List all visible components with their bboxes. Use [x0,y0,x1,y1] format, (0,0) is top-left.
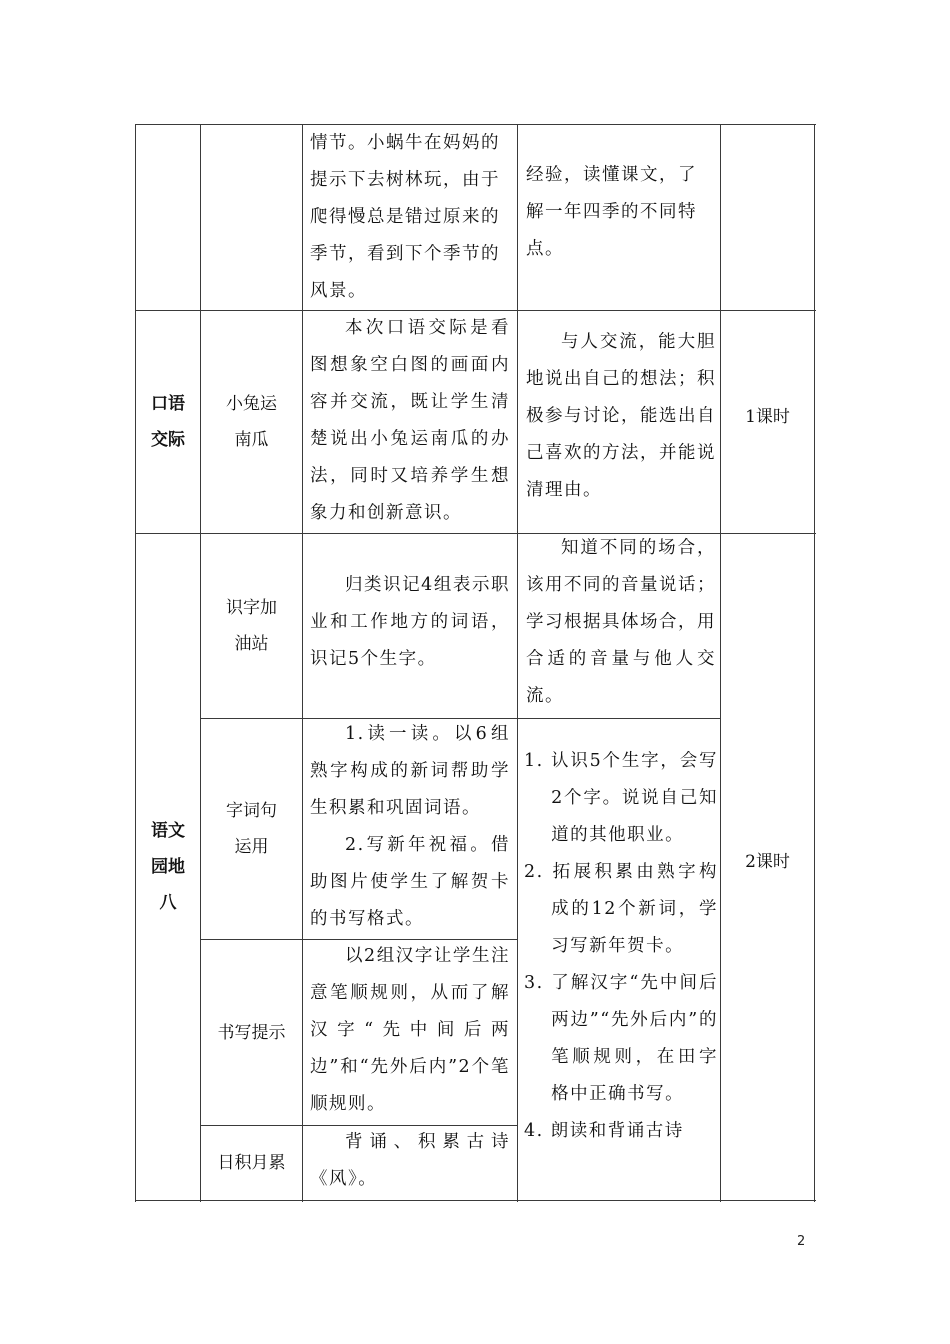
page-number: 2 [797,1234,806,1249]
topic-cell-words [201,719,302,939]
topic-line: 南瓜 [234,430,269,450]
text-line: 经验，读懂课文，了 [526,165,697,185]
category-line: 八 [159,893,177,913]
topic-cell-writing: 书写提示 [217,1022,286,1043]
topic-line: 字词句 [226,801,277,821]
category-cell-garden [136,534,200,1200]
table-border-bottom [135,1200,816,1201]
content-paragraph: 2.写新年祝福。借助图片使学生了解贺卡的书写格式。 [310,835,510,929]
content-cell-writing: 以2组汉字让学生注意笔顺规则，从而了解汉字“先中间后两边”和“先外后内”2个笔顺规则。 [310,946,510,1114]
content-cell-oral: 本次口语交际是看图想象空白图的画面内容并交流，既让学生清楚说出小兔运南瓜的办法，同时又培养学生想象力和创新意识。 [310,318,510,523]
topic-cell-oral [201,311,302,533]
content-cell-words [310,716,510,938]
category-cell-oral [136,311,200,533]
hours-cell-oral: 1课时 [745,407,790,427]
text-line: 点。 [526,239,564,259]
goal-item: 4. 朗读和背诵古诗 [524,1121,684,1141]
column-divider [302,124,303,1202]
goal-cell-continued [526,157,718,268]
goal-cell-oral: 与人交流，能大胆地说出自己的想法；积极参与讨论，能选出自己喜欢的方法，并能说清理由。 [526,332,716,500]
content-cell-daily: 背诵、积累古诗《风》。 [310,1132,510,1189]
goal-item: 3. 了解汉字“先中间后两边”“先外后内”的笔顺规则，在田字格中正确书写。 [524,973,718,1104]
table-border-right [814,124,815,1202]
content-cell-literacy: 归类识记4组表示职业和工作地方的词语，识记5个生字。 [310,575,510,669]
topic-cell-literacy [201,534,302,718]
text-line: 提示下去树林玩，由于 [310,170,500,190]
category-line: 园地 [151,857,185,877]
goal-item: 2. 拓展积累由熟字构成的12个新词，学习写新年贺卡。 [524,862,718,956]
text-line: 季节，看到下个季节的 [310,244,500,264]
goal-cell-literacy: 知道不同的场合，该用不同的音量说话；学习根据具体场合，用合适的音量与他人交流。 [526,538,716,706]
topic-line: 识字加 [226,598,277,618]
text-line: 爬得慢总是错过原来的 [310,207,500,227]
column-divider [517,124,518,1202]
topic-line: 小兔运 [226,394,277,414]
text-line: 解一年四季的不同特 [526,202,697,222]
category-line: 口语 [151,394,185,414]
text-line: 情节。小蜗牛在妈妈的 [310,133,500,153]
category-line: 交际 [151,430,185,450]
goal-item: 1. 认识5个生字，会写2个字。说说自己知道的其他职业。 [524,751,718,845]
topic-line: 运用 [234,837,269,857]
content-paragraph: 1.读一读。以6组熟字构成的新词帮助学生积累和巩固词语。 [310,724,510,818]
text-line: 风景。 [310,281,367,301]
content-cell-continued [310,125,514,310]
topic-line: 油站 [234,634,269,654]
topic-cell-daily: 日积月累 [217,1153,286,1173]
category-line: 语文 [151,821,185,841]
goal-cell-garden [524,743,718,1150]
hours-cell-garden: 2课时 [745,852,790,872]
